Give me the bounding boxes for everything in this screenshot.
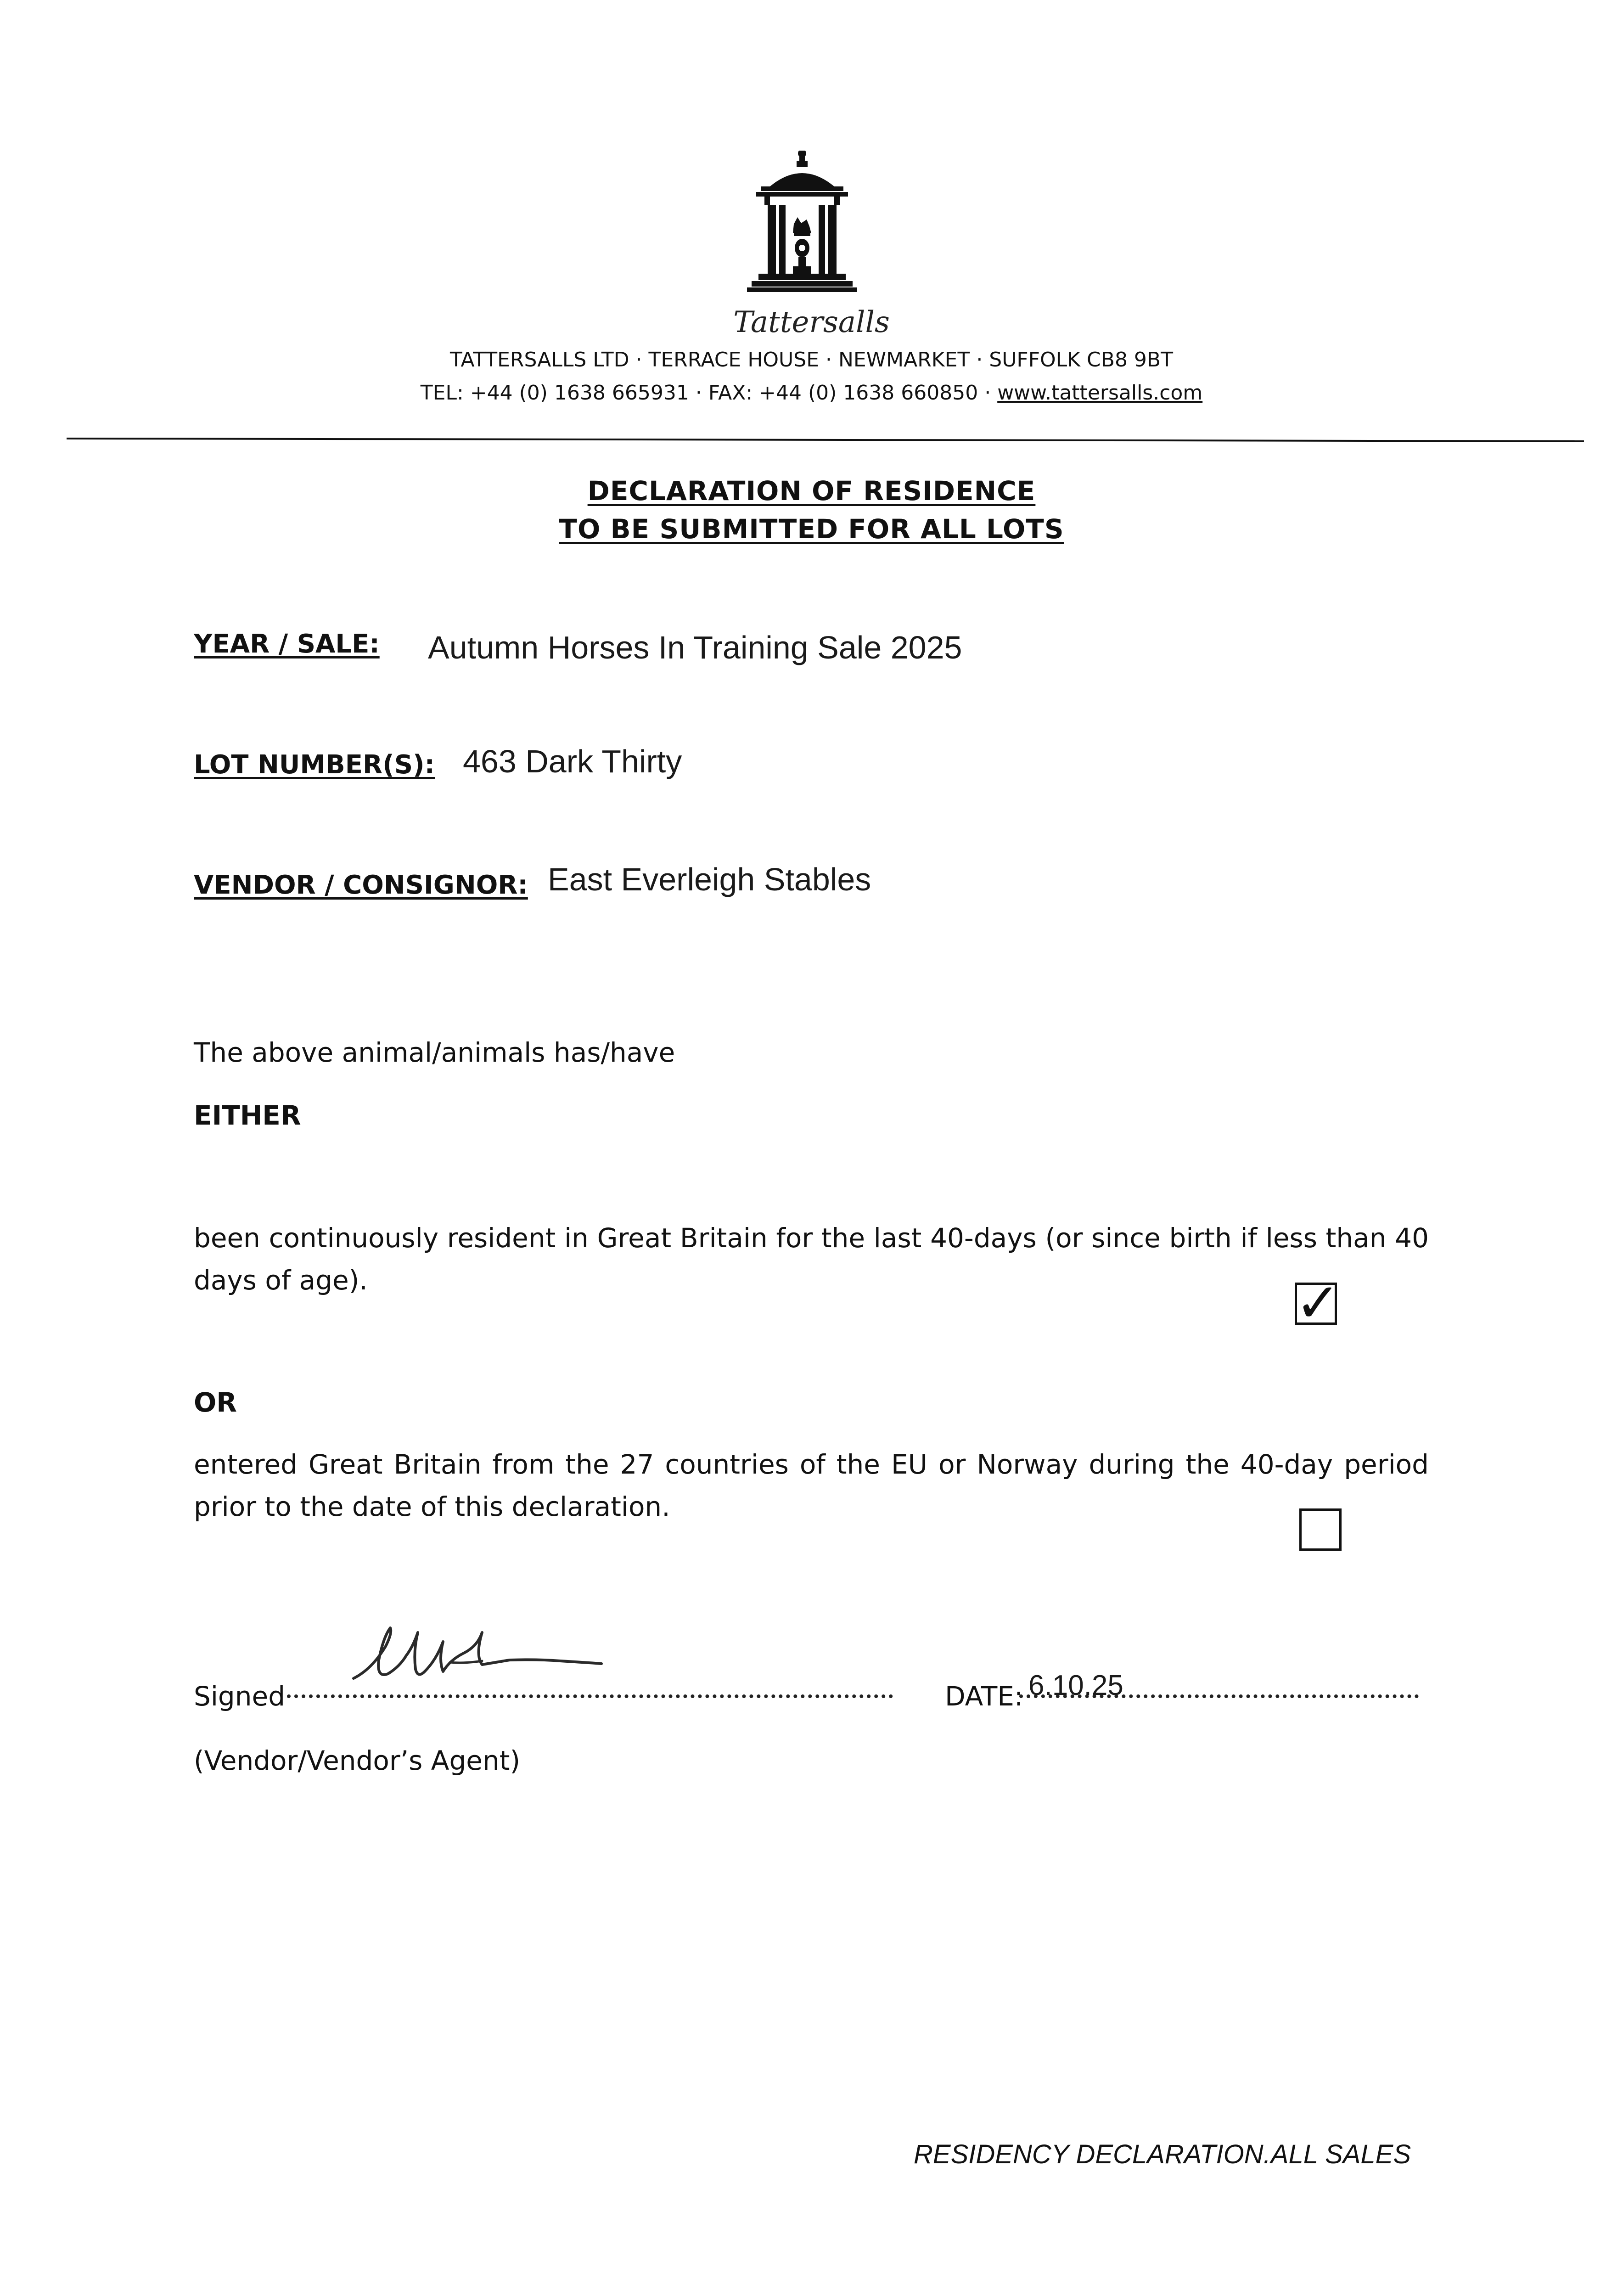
year-sale-value[interactable]: Autumn Horses In Training Sale 2025 (428, 630, 962, 665)
signature (344, 1619, 629, 1699)
date-label: DATE: (945, 1681, 1023, 1712)
check-icon: ✓ (1295, 1271, 1341, 1334)
signed-label: Signed (194, 1681, 286, 1712)
handwritten-signature-icon (344, 1619, 629, 1699)
option-1-text: been continuously resident in Great Britain for the last 40-days (or since birth if less than 40 days of age). (194, 1222, 1429, 1296)
date-value[interactable]: 6.10.25 (1028, 1670, 1123, 1701)
lot-number-label: LOT NUMBER(S): (194, 750, 435, 780)
tattersalls-logo (742, 151, 862, 302)
option-1-checkbox[interactable] (1295, 1271, 1341, 1334)
lot-number-value[interactable]: 463 Dark Thirty (463, 743, 682, 779)
either-heading: EITHER (194, 1100, 301, 1131)
company-address: TATTERSALLS LTD · TERRACE HOUSE · NEWMARKET · SUFFOLK CB8 9BT (450, 348, 1173, 371)
intro-text: The above animal/animals has/have (194, 1037, 675, 1068)
document-title: DECLARATION OF RESIDENCE (587, 475, 1036, 506)
option-2-checkbox[interactable] (1299, 1508, 1342, 1551)
footer-text: RESIDENCY DECLARATION.ALL SALES (914, 2139, 1411, 2169)
brand-name: Tattersalls (733, 305, 890, 339)
vendor-agent-label: (Vendor/Vendor’s Agent) (194, 1745, 521, 1776)
or-heading: OR (194, 1387, 237, 1418)
company-contact (0, 381, 1623, 405)
document-subtitle: TO BE SUBMITTED FOR ALL LOTS (559, 513, 1064, 545)
year-sale-label: YEAR / SALE: (194, 629, 380, 659)
vendor-value[interactable]: East Everleigh Stables (548, 861, 871, 897)
vendor-label: VENDOR / CONSIGNOR: (194, 870, 528, 900)
contact-phone-fax: TEL: +44 (0) 1638 665931 · FAX: +44 (0) 1638 660850 · (420, 381, 998, 405)
header-divider (67, 438, 1584, 442)
website-link[interactable]: www.tattersalls.com (997, 381, 1203, 405)
option-2-text: entered Great Britain from the 27 countries of the EU or Norway during the 40-day period prior to the date of this declaration. (194, 1449, 1429, 1522)
rotunda-logo-icon (742, 151, 862, 302)
